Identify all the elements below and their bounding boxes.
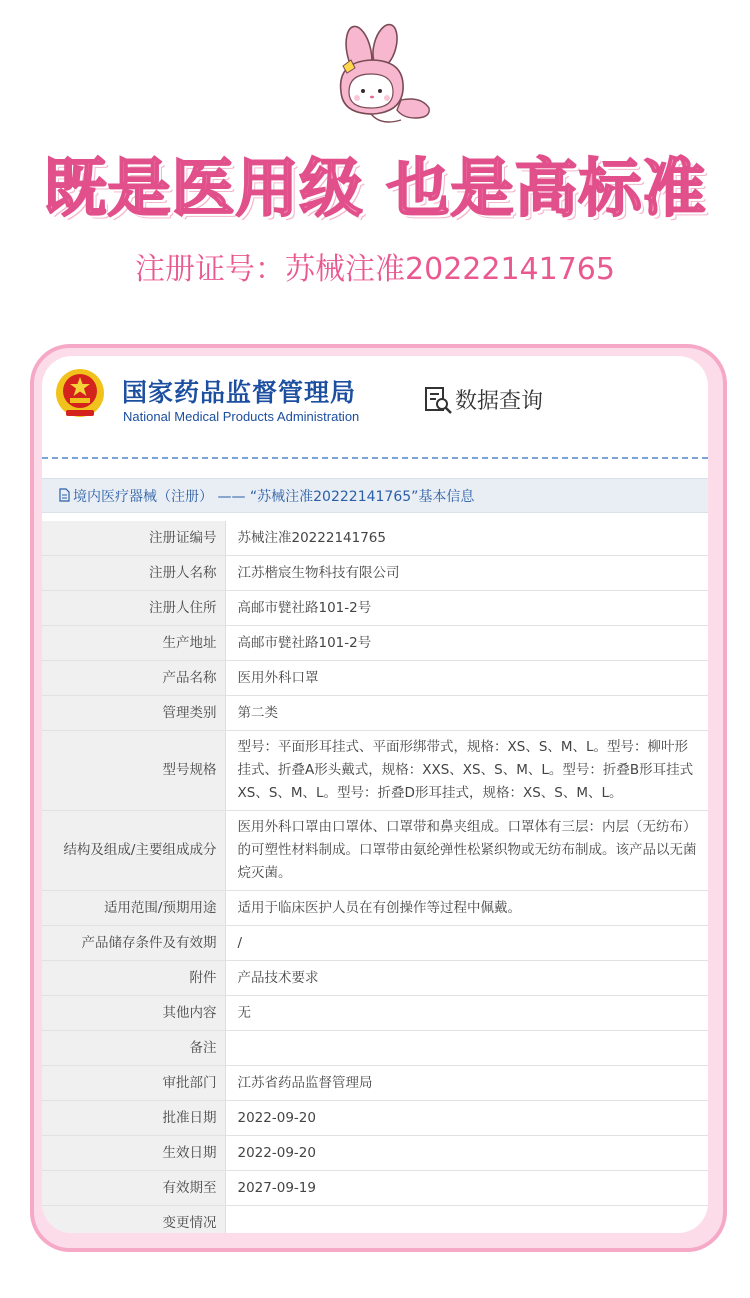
row-label: 结构及组成/主要组成成分	[42, 811, 225, 891]
table-row	[42, 1136, 708, 1171]
row-label: 生效日期	[42, 1136, 225, 1171]
site-name-en: National Medical Products Administration	[123, 409, 360, 424]
table-row	[42, 731, 708, 811]
national-emblem-icon	[52, 366, 108, 422]
document-icon	[59, 488, 70, 502]
table-row	[42, 591, 708, 626]
row-value-line: XS、S、M、L。型号：折叠D形耳挂式，规格：XS、S、M、L。	[237, 785, 623, 801]
row-value-line: 型号：平面形耳挂式、平面形绑带式，规格：XS、S、M、L。型号：柳叶形	[237, 739, 689, 755]
row-label: 审批部门	[42, 1066, 225, 1101]
row-label: 变更情况	[42, 1206, 225, 1234]
row-value-line: 高邮市甓社路101-2号	[237, 599, 372, 616]
table-row	[42, 996, 708, 1031]
row-value	[225, 961, 708, 996]
row-value	[225, 626, 708, 661]
table-row	[42, 891, 708, 926]
row-label: 批准日期	[42, 1101, 225, 1136]
table-row	[42, 696, 708, 731]
table-row	[42, 1066, 708, 1101]
headline: 既是医用级 也是高标准	[43, 152, 707, 225]
row-value	[225, 696, 708, 731]
row-value-line: 医用外科口罩由口罩体、口罩带和鼻夹组成。口罩体有三层：内层（无纺布）	[237, 819, 697, 835]
row-label: 附件	[42, 961, 225, 996]
site-name-cn: 国家药品监督管理局	[122, 378, 357, 407]
row-label: 生产地址	[42, 626, 225, 661]
data-query-link[interactable]: 数据查询	[455, 389, 544, 414]
row-value	[225, 1066, 708, 1101]
row-label: 管理类别	[42, 696, 225, 731]
row-value	[225, 891, 708, 926]
table-row	[42, 1101, 708, 1136]
row-value-line: 适用于临床医护人员在有创操作等过程中佩戴。	[237, 899, 521, 916]
row-value-line: 苏械注准20222141765	[237, 529, 386, 546]
registration-info-table	[42, 521, 708, 1233]
breadcrumb	[42, 478, 708, 513]
row-value-line: 产品技术要求	[237, 969, 319, 986]
row-value	[225, 1171, 708, 1206]
table-row	[42, 556, 708, 591]
row-label: 其他内容	[42, 996, 225, 1031]
row-value	[225, 661, 708, 696]
row-value-line: 江苏楷宸生物科技有限公司	[237, 564, 400, 581]
row-label: 注册人名称	[42, 556, 225, 591]
row-value	[225, 731, 708, 811]
row-value-line: 高邮市甓社路101-2号	[237, 634, 372, 651]
row-value-line: 烷灭菌。	[237, 865, 292, 881]
breadcrumb-text: 境内医疗器械（注册） —— “苏械注准20222141765”基本信息	[73, 489, 475, 505]
table-row	[42, 1031, 708, 1066]
row-label: 产品名称	[42, 661, 225, 696]
row-label: 注册证编号	[42, 521, 225, 556]
row-value-line: 2022-09-20	[237, 1144, 316, 1161]
rabbit-mascot-icon	[331, 22, 436, 128]
row-value-line: /	[237, 934, 243, 951]
table-row	[42, 626, 708, 661]
row-value	[225, 591, 708, 626]
table-row	[42, 1206, 708, 1234]
row-value	[225, 811, 708, 891]
nmpa-page	[42, 356, 708, 1233]
row-value	[225, 1031, 708, 1066]
row-value	[225, 926, 708, 961]
row-value-line: 医用外科口罩	[237, 669, 319, 686]
row-value-line: 第二类	[237, 704, 278, 721]
row-value	[225, 556, 708, 591]
row-label: 备注	[42, 1031, 225, 1066]
site-header	[42, 356, 708, 456]
row-value	[225, 1101, 708, 1136]
table-row	[42, 811, 708, 891]
row-value-line: 江苏省药品监督管理局	[237, 1074, 373, 1091]
header-divider	[42, 457, 708, 459]
row-label: 产品储存条件及有效期	[42, 926, 225, 961]
data-search-icon[interactable]	[423, 385, 453, 415]
registration-number-line: 注册证号：苏械注准20222141765	[135, 252, 615, 287]
row-value	[225, 996, 708, 1031]
table-row	[42, 926, 708, 961]
row-label: 有效期至	[42, 1171, 225, 1206]
table-row	[42, 661, 708, 696]
row-value	[225, 1206, 708, 1234]
table-row	[42, 521, 708, 556]
table-row	[42, 961, 708, 996]
row-value-line: 挂式、折叠A形头戴式，规格：XXS、XS、S、M、L。型号：折叠B形耳挂式	[237, 762, 694, 778]
row-value-line: 无	[237, 1004, 251, 1021]
table-row	[42, 1171, 708, 1206]
row-value-line: 的可塑性材料制成。口罩带由氨纶弹性松紧织物或无纺布制成。该产品以无菌	[237, 842, 697, 858]
row-label: 型号规格	[42, 731, 225, 811]
row-value	[225, 521, 708, 556]
row-label: 适用范围/预期用途	[42, 891, 225, 926]
row-label: 注册人住所	[42, 591, 225, 626]
row-value-line: 2027-09-19	[237, 1179, 316, 1196]
row-value-line: 2022-09-20	[237, 1109, 316, 1126]
row-value	[225, 1136, 708, 1171]
